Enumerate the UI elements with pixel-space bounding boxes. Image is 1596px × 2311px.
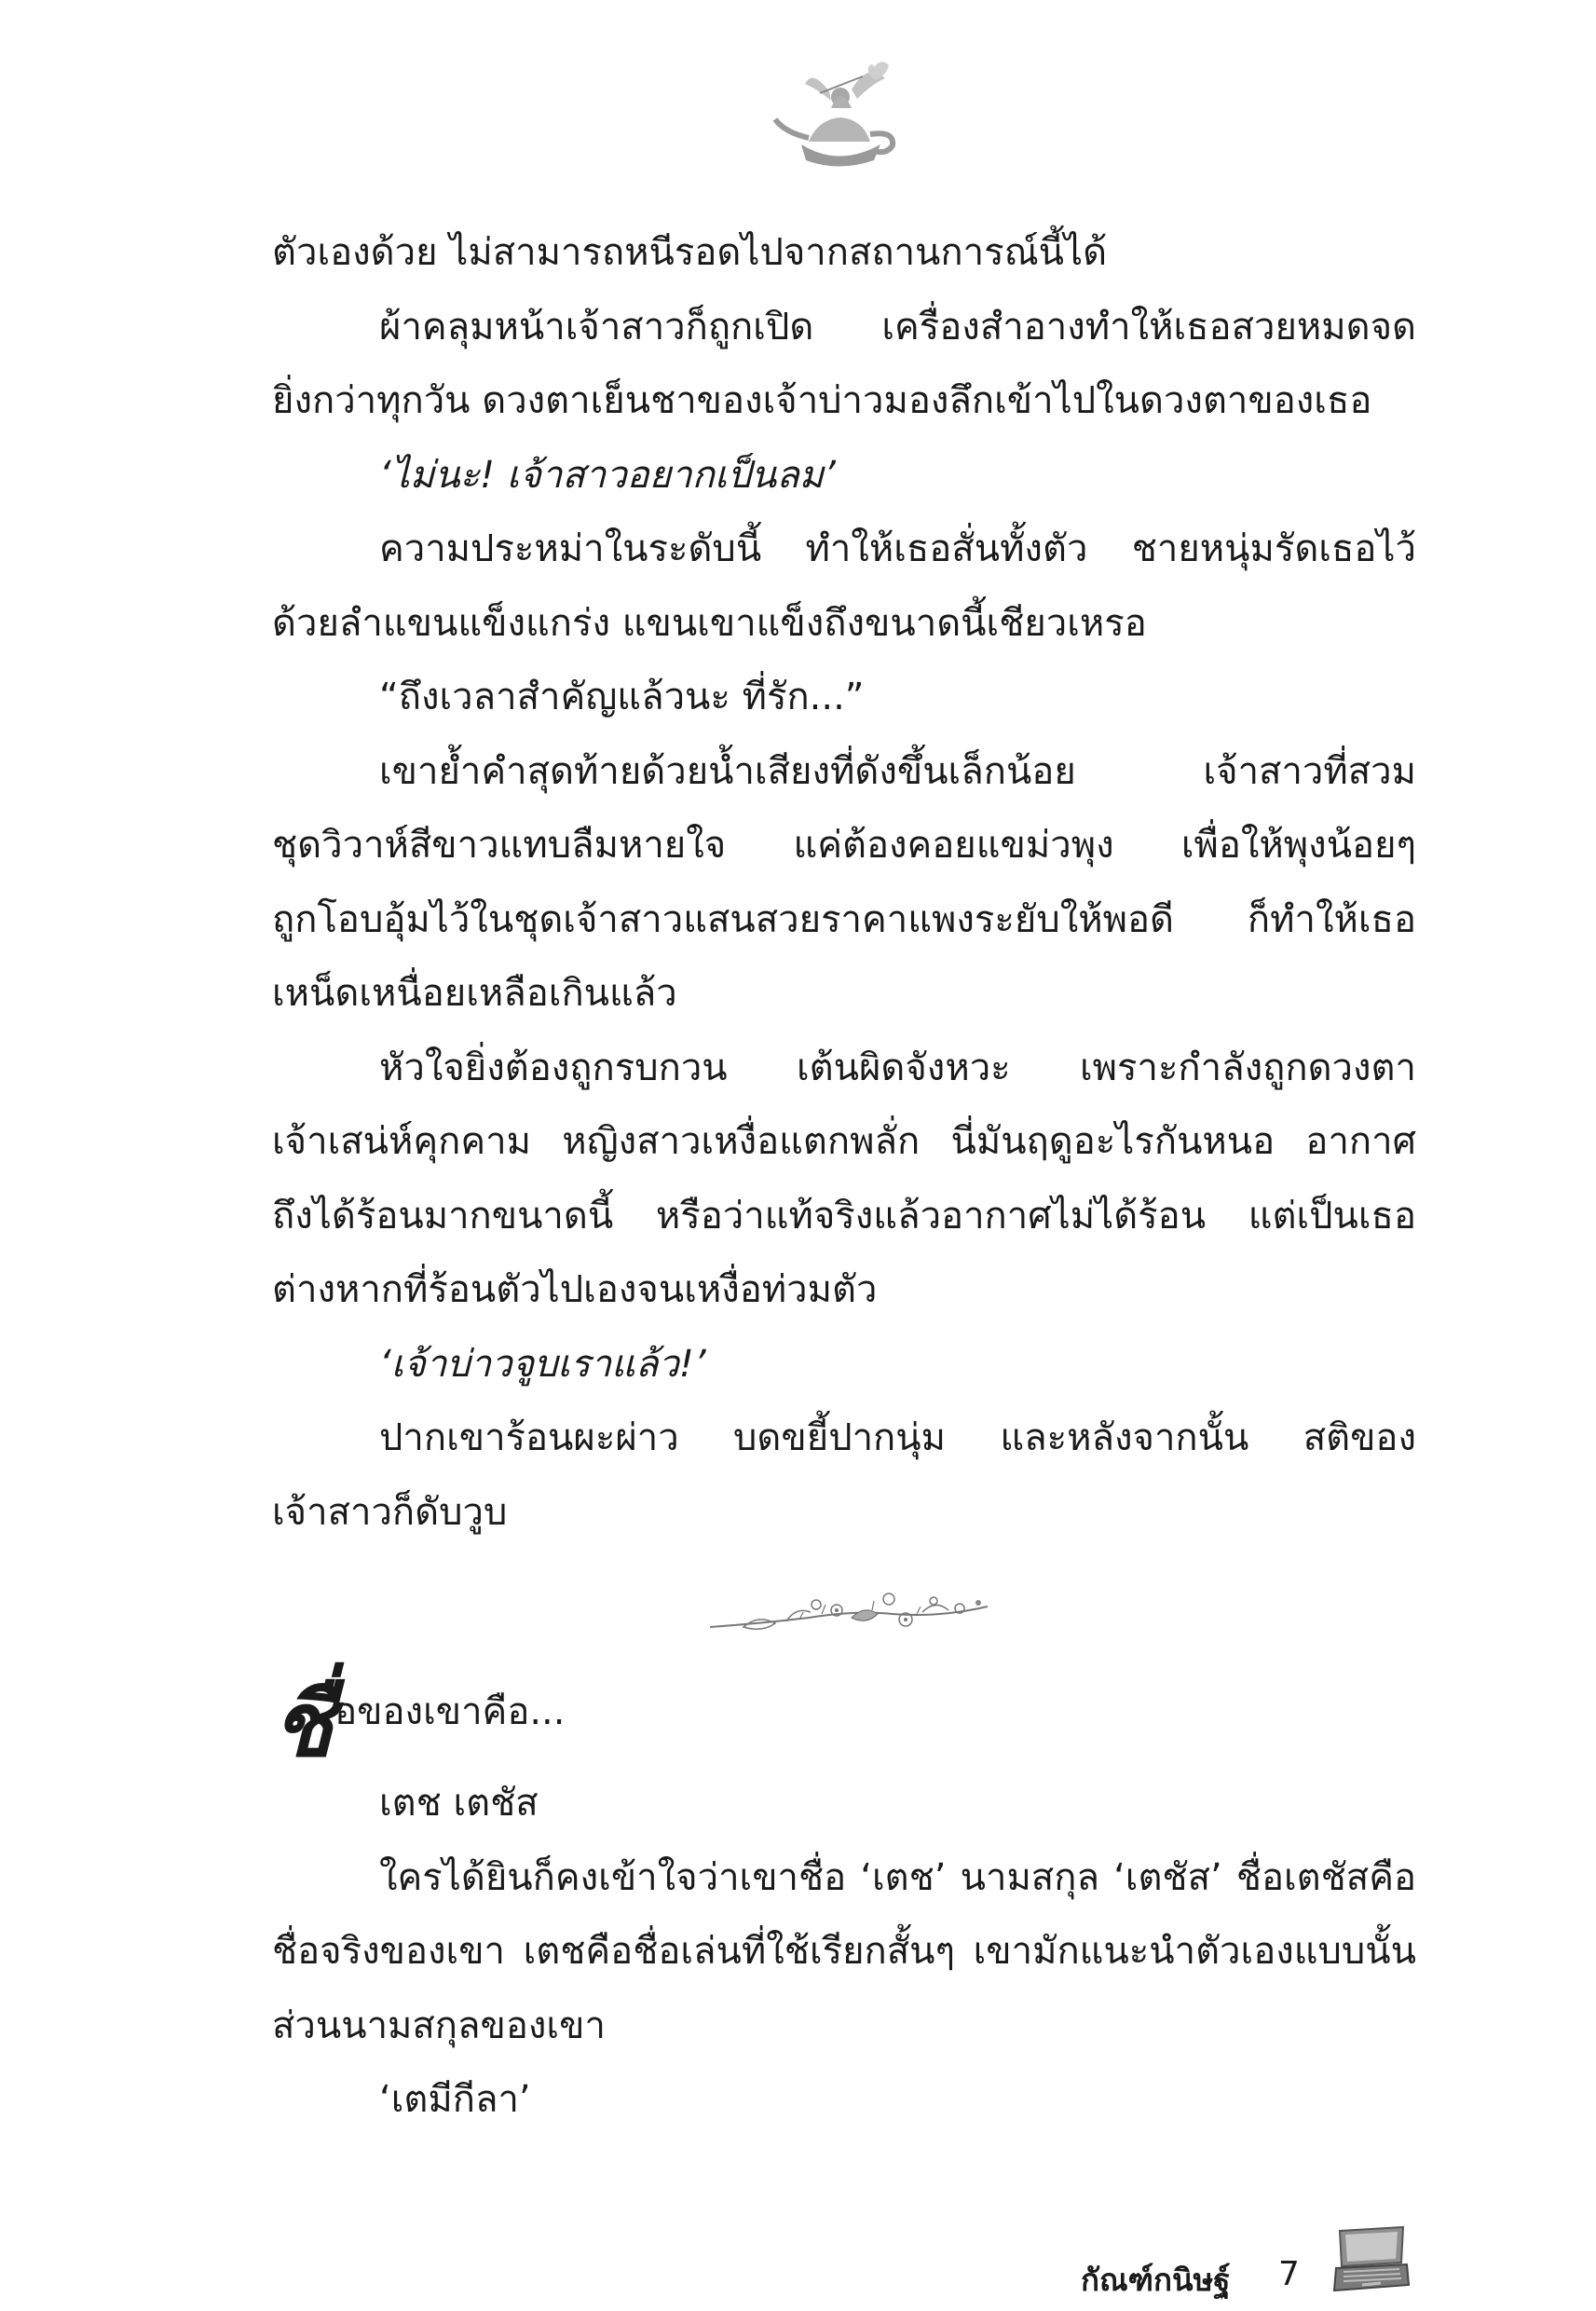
laptop-icon [1332, 2225, 1411, 2292]
dialogue-line: “ถึงเวลาสำคัญแล้วนะ ที่รัก...” [379, 676, 865, 718]
drop-cap: ชื่ [272, 1672, 334, 1777]
paragraph-line: ‘เตมีกีลา’ [379, 2078, 531, 2121]
chapter-section [272, 1657, 1416, 2138]
paragraph-line: หัวใจยิ่งต้องถูกรบกวน เต้นผิดจังหวะ เพราะกำลังถูกดวงตา [379, 1046, 1416, 1089]
paragraph-line: ใครได้ยินก็คงเข้าใจว่าเขาชื่อ ‘เตช’ นามสกุล ‘เตชัส’ ชื่อเตชัสคือ [379, 1855, 1416, 1899]
paragraph-line: ยิ่งกว่าทุกวัน ดวงตาเย็นชาของเจ้าบ่าวมองลึกเข้าไปในดวงตาของเธอ [272, 379, 1372, 422]
page-number: 7 [1278, 2255, 1300, 2293]
body-text [272, 216, 1416, 1550]
paragraph-line: ปากเขาร้อนผะผ่าว บดขยี้ปากนุ่ม และหลังจากนั้น สติของ [379, 1416, 1416, 1459]
paragraph-line: เขาย้ำคำสุดท้ายด้วยน้ำเสียงที่ดังขึ้นเล็กน้อย เจ้าสาวที่สวม [379, 749, 1416, 793]
paragraph-line: ถึงได้ร้อนมากขนาดนี้ หรือว่าแท้จริงแล้วอากาศไม่ได้ร้อน แต่เป็นเธอ [272, 1194, 1416, 1238]
paragraph-line: ชุดวิวาห์สีขาวแทบลืมหายใจ แค่ต้องคอยแขม่วพุง เพื่อให้พุงน้อยๆ [272, 824, 1416, 867]
paragraph-line: เจ้าเสน่ห์คุกคาม หญิงสาวเหงื่อแตกพลั่ก นี่มันฤดูอะไรกันหนอ อากาศ [272, 1120, 1416, 1163]
paragraph-line: เตช เตชัส [379, 1782, 539, 1825]
teapot-cupid-ornament [764, 56, 913, 177]
chapter-opening-line [272, 1657, 1416, 1777]
paragraph-line: ตัวเองด้วย ไม่สามารถหนีรอดไปจากสถานการณ์นี้ได้ [272, 231, 1108, 274]
inner-thought-line: ‘ไม่นะ! เจ้าสาวอยากเป็นลม’ [379, 453, 836, 497]
paragraph-line: ต่างหากที่ร้อนตัวไปเองจนเหงื่อท่วมตัว [272, 1268, 878, 1311]
paragraph-line: ความประหม่าในระดับนี้ ทำให้เธอสั่นทั้งตัว ชายหนุ่มรัดเธอไว้ [379, 527, 1416, 570]
paragraph-line: ชื่อจริงของเขา เตชคือชื่อเล่นที่ใช้เรียกสั้นๆ เขามักแนะนำตัวเองแบบนั้น [272, 1930, 1416, 1973]
paragraph-line: ผ้าคลุมหน้าเจ้าสาวก็ถูกเปิด เครื่องสำอางทำให้เธอสวยหมดจด [379, 305, 1416, 349]
paragraph-line: เจ้าสาวก็ดับวูบ [272, 1490, 508, 1534]
floral-divider-icon [706, 1586, 991, 1644]
book-title: กัณฑ์กนิษฐ์ [1081, 2262, 1231, 2298]
paragraph-line: ถูกโอบอุ้มไว้ในชุดเจ้าสาวแสนสวยราคาแพงระยับให้พอดี ก็ทำให้เธอ [272, 897, 1416, 941]
paragraph-line: ส่วนนามสกุลของเขา [272, 2003, 606, 2047]
paragraph-line: เหน็ดเหนื่อยเหลือเกินแล้ว [272, 972, 677, 1015]
inner-thought-line: ‘เจ้าบ่าวจูบเราแล้ว!’ [379, 1342, 706, 1386]
chapter-opening-text: อของเขาคือ... [334, 1690, 566, 1733]
paragraph-line: ด้วยลำแขนแข็งแกร่ง แขนเขาแข็งถึงขนาดนี้เชียวเหรอ [272, 601, 1147, 645]
